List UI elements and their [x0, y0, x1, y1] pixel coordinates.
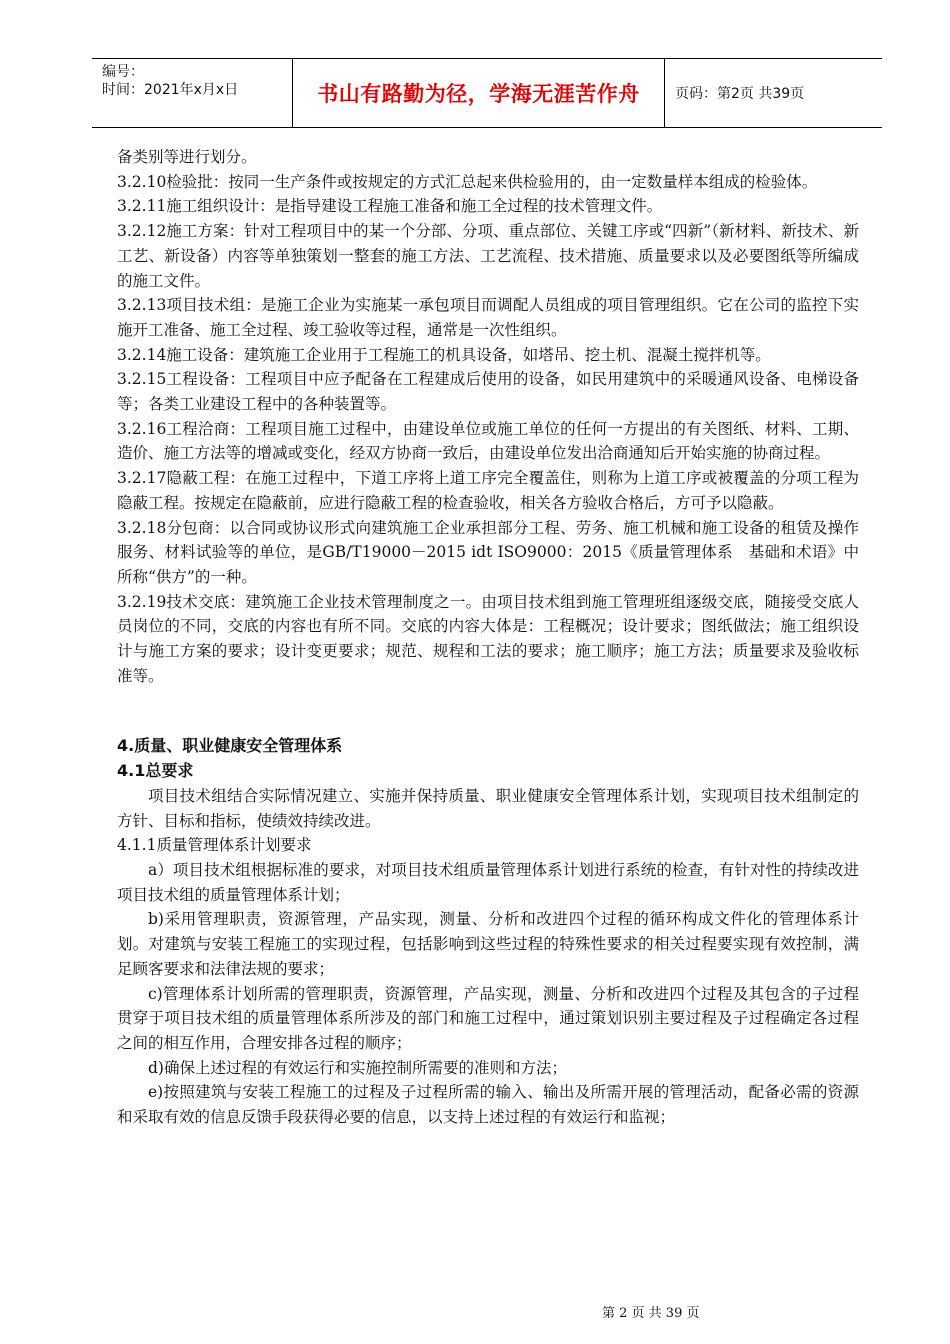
list-item-c: c)管理体系计划所需的管理职责，资源管理，产品实现，测量、分析和改进四个过程及其包含的子过程贯穿于项目技术组的质量管理体系所涉及的部门和施工过程中，通过策划识别主要过程及子过程确定各过程之间的相互作用，合理安排各过程的顺序；: [117, 984, 859, 1052]
header-page-cell: [665, 59, 882, 127]
document-number-label: 编号：: [102, 64, 144, 80]
definition-3-2-19: 3.2.19技术交底：建筑施工企业技术管理制度之一。由项目技术组到施工管理班组逐级交底，随接受交底人员岗位的不同，交底的内容也有所不同。交底的内容大体是：工程概况；设计要求；图纸做法；施工组织设计与施工方案的要求；设计变更要求；规范、规程和工法的要求；施工顺序；施工方法；质量要求及验收标准等。: [117, 592, 859, 685]
list-item-d: d)确保上述过程的有效运行和实施控制所需要的准则和方法；: [148, 1058, 567, 1077]
definition-3-2-11: 3.2.11施工组织设计：是指导建设工程施工准备和施工全过程的技术管理文件。: [117, 197, 663, 216]
section-heading-4: 4.质量、职业健康安全管理体系: [117, 736, 343, 756]
subsection-heading-4-1-1: 4.1.1质量管理体系计划要求: [117, 836, 312, 855]
definition-3-2-10: 3.2.10检验批：按同一生产条件或按规定的方式汇总起来供检验用的，由一定数量样本组成的检验体。: [117, 172, 818, 191]
header-meta-cell: [92, 59, 293, 127]
document-body: [117, 145, 859, 1130]
list-item-b: b)采用管理职责，资源管理，产品实现，测量、分析和改进四个过程的循环构成文件化的管理体系计划。对建筑与安装工程施工的实现过程，包括影响到这些过程的特殊性要求的相关过程要实现有效控制，满足顾客要求和法律法规的要求；: [117, 910, 859, 978]
header-page-label: 页码：第2页 共39页: [675, 86, 805, 102]
page-header: [92, 58, 882, 128]
page-footer: 第 2 页 共 39 页: [602, 1306, 700, 1321]
definition-3-2-14: 3.2.14施工设备：建筑施工企业用于工程施工的机具设备，如塔吊、挖土机、混凝土搅拌机等。: [117, 345, 771, 364]
definition-3-2-16: 3.2.16工程洽商：工程项目施工过程中，由建设单位或施工单位的任何一方提出的有关图纸、材料、工期、造价、施工方法等的增减或变化，经双方协商一致后，由建设单位发出洽商通知后开始实施的协商过程。: [117, 419, 859, 463]
list-item-e: e)按照建筑与安装工程施工的过程及子过程所需的输入、输出及所需开展的管理活动，配备必需的资源和采取有效的信息反馈手段获得必要的信息，以支持上述过程的有效运行和监视；: [117, 1083, 859, 1127]
paragraph: 备类别等进行划分。: [117, 148, 257, 166]
paragraph: 项目技术组结合实际情况建立、实施并保持质量、职业健康安全管理体系计划，实现项目技术组制定的方针、目标和指标，使绩效持续改进。: [117, 786, 859, 830]
definition-3-2-17: 3.2.17隐蔽工程：在施工过程中，下道工序将上道工序完全覆盖住，则称为上道工序或被覆盖的分项工程为隐蔽工程。按规定在隐蔽前，应进行隐蔽工程的检查验收，相关各方验收合格后，方可予以隐蔽。: [117, 469, 859, 512]
definition-3-2-18: 3.2.18分包商：以合同或协议形式向建筑施工企业承担部分工程、劳务、施工机械和施工设备的租赁及操作服务、材料试验等的单位，是GB/T19000－2015 idt ISO9000：2015《质量管理体系 基础和术语》中所称“供方”的一种。: [117, 518, 859, 586]
document-time-label: 时间：2021年x月x日: [102, 82, 239, 98]
definition-3-2-13: 3.2.13项目技术组：是施工企业为实施某一承包项目而调配人员组成的项目管理组织。它在公司的监控下实施开工准备、施工全过程、竣工验收等过程，通常是一次性组织。: [117, 296, 859, 339]
section-heading-4-1: 4.1总要求: [117, 761, 194, 781]
header-motto-cell: [293, 59, 665, 127]
definition-3-2-12: 3.2.12施工方案：针对工程项目中的某一个分部、分项、重点部位、关键工序或“四新”（新材料、新技术、新工艺、新设备）内容等单独策划一整套的施工方法、工艺流程、技术措施、质量要求以及必要图纸等所编成的施工文件。: [117, 222, 859, 290]
list-item-a: a）项目技术组根据标准的要求，对项目技术组质量管理体系计划进行系统的检查，有针对性的持续改进项目技术组的质量管理体系计划；: [117, 860, 859, 904]
header-motto: 书山有路勤为径，学海无涯苦作舟: [317, 82, 640, 106]
spacer: [117, 688, 859, 734]
definition-3-2-15: 3.2.15工程设备：工程项目中应予配备在工程建成后使用的设备，如民用建筑中的采暖通风设备、电梯设备等；各类工业建设工程中的各种装置等。: [117, 370, 859, 414]
